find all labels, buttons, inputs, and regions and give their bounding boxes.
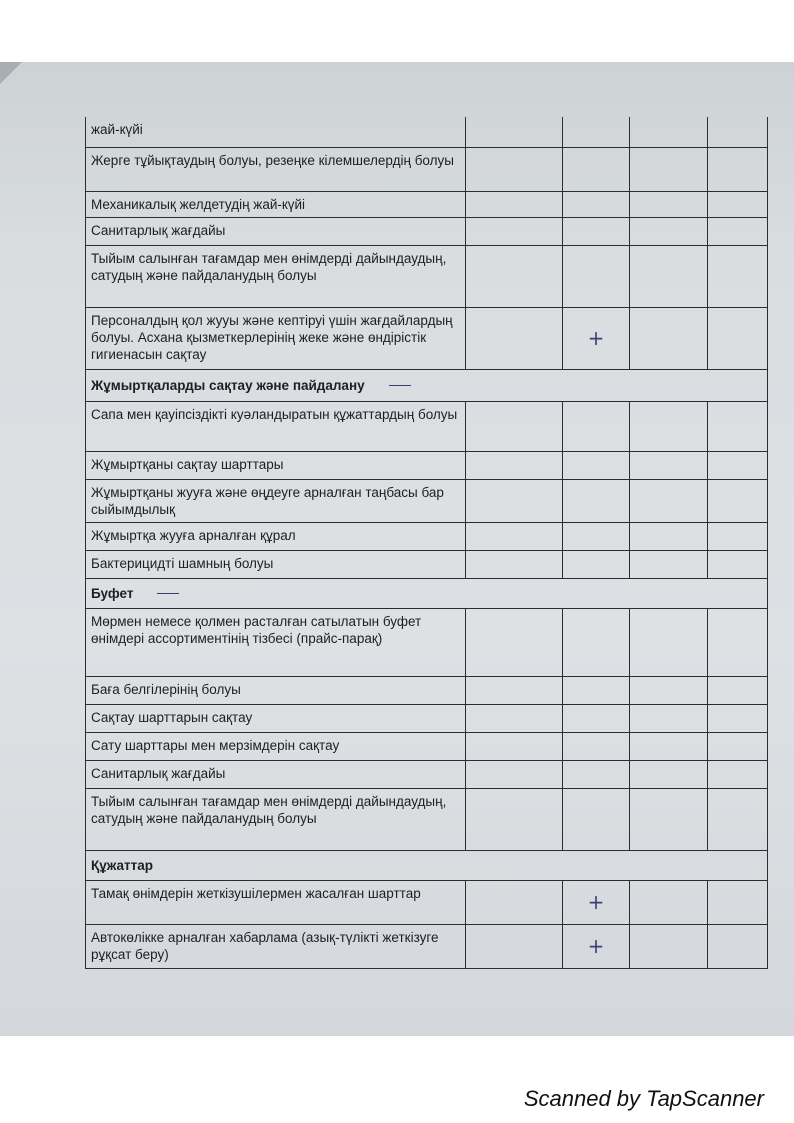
checklist-row — [86, 401, 768, 451]
mark-cell-col-1[interactable] — [466, 924, 563, 968]
label-text: Жерге тұйықтаудың болуы, резеңке кілемшелердің болуы — [91, 152, 454, 168]
section-title — [86, 578, 768, 608]
item-label — [86, 217, 466, 245]
checklist-row — [86, 451, 768, 479]
mark-cell-col-3[interactable] — [630, 522, 708, 550]
mark-cell-col-2[interactable] — [563, 451, 630, 479]
mark-cell-col-4[interactable] — [708, 191, 768, 217]
item-label — [86, 147, 466, 191]
mark-cell-col-1[interactable] — [466, 732, 563, 760]
mark-cell-col-3[interactable] — [630, 307, 708, 369]
mark-cell-col-4[interactable] — [708, 117, 768, 147]
label-text: Тамақ өнімдерін жеткізушілермен жасалған шарттар — [91, 885, 421, 901]
mark-cell-col-3[interactable] — [630, 788, 708, 850]
mark-cell-col-2[interactable] — [563, 788, 630, 850]
label-text: жай-күйі — [91, 122, 143, 137]
mark-cell-col-1[interactable] — [466, 217, 563, 245]
label-text: Санитарлық жағдайы — [91, 765, 226, 781]
section-header-row — [86, 850, 768, 880]
checklist-row — [86, 732, 768, 760]
item-label — [86, 191, 466, 217]
checklist-row — [86, 924, 768, 968]
mark-cell-col-2[interactable] — [563, 522, 630, 550]
label-text: Санитарлық жағдайы — [91, 222, 226, 238]
mark-cell-col-2[interactable] — [563, 147, 630, 191]
item-label — [86, 550, 466, 578]
item-label — [86, 704, 466, 732]
section-header-row — [86, 578, 768, 608]
checklist-row — [86, 245, 768, 307]
mark-cell-col-4[interactable] — [708, 245, 768, 307]
mark-cell-col-2[interactable] — [563, 217, 630, 245]
mark-cell-col-1[interactable] — [466, 676, 563, 704]
checklist-row — [86, 788, 768, 850]
mark-cell-col-4[interactable] — [708, 479, 768, 522]
mark-cell-col-4[interactable] — [708, 676, 768, 704]
mark-cell-col-4[interactable] — [708, 522, 768, 550]
mark-cell-col-4[interactable] — [708, 788, 768, 850]
item-label — [86, 608, 466, 676]
item-label — [86, 880, 466, 924]
mark-cell-col-3[interactable] — [630, 704, 708, 732]
mark-cell-col-2[interactable] — [563, 704, 630, 732]
checklist-row — [86, 307, 768, 369]
label-text: Жұмыртқаларды сақтау және пайдалану — [91, 377, 365, 393]
item-label — [86, 401, 466, 451]
mark-cell-col-2[interactable] — [563, 608, 630, 676]
mark-cell-col-4[interactable] — [708, 704, 768, 732]
section-title — [86, 369, 768, 401]
mark-cell-col-1[interactable] — [466, 479, 563, 522]
mark-cell-col-2[interactable] — [563, 924, 630, 968]
label-text: Жұмыртқаны жууға және өңдеуге арналған таңбасы бар сыйымдылық — [91, 484, 444, 517]
inspection-checklist-table — [85, 117, 768, 969]
label-text: Мөрмен немесе қолмен расталған сатылатын буфет өнімдері ассортиментінің тізбесі (прайс-парақ) — [91, 613, 422, 646]
mark-cell-col-4[interactable] — [708, 307, 768, 369]
mark-cell-col-3[interactable] — [630, 880, 708, 924]
mark-cell-col-3[interactable] — [630, 760, 708, 788]
label-text: Механикалық желдетудің жай-күйі — [91, 196, 306, 212]
mark-cell-col-1[interactable] — [466, 522, 563, 550]
mark-cell-col-4[interactable] — [708, 732, 768, 760]
mark-cell-col-3[interactable] — [630, 451, 708, 479]
checklist-row — [86, 522, 768, 550]
mark-cell-col-1[interactable] — [466, 880, 563, 924]
item-label — [86, 451, 466, 479]
handwritten-plus-mark: + — [587, 933, 605, 958]
mark-cell-col-4[interactable] — [708, 401, 768, 451]
mark-cell-col-3[interactable] — [630, 732, 708, 760]
mark-cell-col-1[interactable] — [466, 704, 563, 732]
mark-cell-col-2[interactable] — [563, 550, 630, 578]
label-text: Сату шарттары мен мерзімдерін сақтау — [91, 737, 340, 753]
mark-cell-col-1[interactable] — [466, 117, 563, 147]
mark-cell-col-4[interactable] — [708, 924, 768, 968]
mark-cell-col-1[interactable] — [466, 307, 563, 369]
mark-cell-col-1[interactable] — [466, 147, 563, 191]
page-corner-fold — [0, 62, 22, 84]
mark-cell-col-1[interactable] — [466, 788, 563, 850]
label-text: Тыйым салынған тағамдар мен өнімдерді дайындаудың, сатудың және пайдаланудың болуы — [91, 250, 447, 283]
label-text: Тыйым салынған тағамдар мен өнімдерді дайындаудың, сатудың және пайдаланудың болуы — [91, 793, 447, 826]
mark-cell-col-4[interactable] — [708, 880, 768, 924]
item-label — [86, 117, 466, 147]
mark-cell-col-2[interactable] — [563, 117, 630, 147]
label-text: Автокөлікке арналған хабарлама (азық-түлікті жеткізуге рұқсат беру) — [91, 929, 439, 962]
mark-cell-col-2[interactable] — [563, 307, 630, 369]
mark-cell-col-3[interactable] — [630, 924, 708, 968]
item-label — [86, 245, 466, 307]
label-text: Бактерицидті шамның болуы — [91, 555, 274, 571]
mark-cell-col-1[interactable] — [466, 760, 563, 788]
mark-cell-col-2[interactable] — [563, 245, 630, 307]
mark-cell-col-1[interactable] — [466, 401, 563, 451]
mark-cell-col-2[interactable] — [563, 732, 630, 760]
checklist-row — [86, 550, 768, 578]
mark-cell-col-3[interactable] — [630, 479, 708, 522]
item-label — [86, 676, 466, 704]
checklist-row — [86, 608, 768, 676]
label-text: Жұмыртқаны сақтау шарттары — [91, 456, 284, 472]
item-label — [86, 732, 466, 760]
item-label — [86, 788, 466, 850]
mark-cell-col-1[interactable] — [466, 191, 563, 217]
scanned-page — [0, 62, 794, 1036]
mark-cell-col-2[interactable] — [563, 401, 630, 451]
item-label — [86, 307, 466, 369]
mark-cell-col-2[interactable] — [563, 880, 630, 924]
mark-cell-col-4[interactable] — [708, 451, 768, 479]
mark-cell-col-4[interactable] — [708, 760, 768, 788]
mark-cell-col-3[interactable] — [630, 608, 708, 676]
mark-cell-col-2[interactable] — [563, 760, 630, 788]
section-title — [86, 850, 768, 880]
label-text: Жұмыртқа жууға арналған құрал — [91, 527, 296, 543]
checklist-row — [86, 479, 768, 522]
mark-cell-col-2[interactable] — [563, 191, 630, 217]
mark-cell-col-4[interactable] — [708, 550, 768, 578]
section-header-row — [86, 369, 768, 401]
label-text: Құжаттар — [91, 857, 153, 873]
mark-cell-col-3[interactable] — [630, 147, 708, 191]
checklist-row — [86, 217, 768, 245]
checklist-row — [86, 704, 768, 732]
checklist-row — [86, 880, 768, 924]
item-label — [86, 522, 466, 550]
mark-cell-col-3[interactable] — [630, 117, 708, 147]
mark-cell-col-1[interactable] — [466, 608, 563, 676]
scanner-watermark: Scanned by TapScanner — [523, 1086, 764, 1111]
mark-cell-col-2[interactable] — [563, 479, 630, 522]
label-text: Сапа мен қауіпсіздікті куәландыратын құжаттардың болуы — [91, 406, 458, 422]
item-label — [86, 924, 466, 968]
mark-cell-col-4[interactable] — [708, 217, 768, 245]
mark-cell-col-3[interactable] — [630, 676, 708, 704]
checklist-row — [86, 191, 768, 217]
mark-cell-col-2[interactable] — [563, 676, 630, 704]
checklist-row — [86, 760, 768, 788]
mark-cell-col-3[interactable] — [630, 217, 708, 245]
mark-cell-col-3[interactable] — [630, 401, 708, 451]
mark-cell-col-3[interactable] — [630, 550, 708, 578]
mark-cell-col-3[interactable] — [630, 245, 708, 307]
handwritten-dash-mark — [157, 593, 179, 594]
checklist-row — [86, 676, 768, 704]
item-label — [86, 479, 466, 522]
mark-cell-col-4[interactable] — [708, 147, 768, 191]
label-text: Сақтау шарттарын сақтау — [91, 709, 253, 725]
item-label — [86, 760, 466, 788]
handwritten-plus-mark: + — [587, 889, 605, 914]
mark-cell-col-1[interactable] — [466, 451, 563, 479]
mark-cell-col-1[interactable] — [466, 245, 563, 307]
label-text: Баға белгілерінің болуы — [91, 681, 241, 697]
mark-cell-col-1[interactable] — [466, 550, 563, 578]
handwritten-plus-mark: + — [587, 325, 605, 350]
label-text: Персоналдың қол жууы және кептіруі үшін жағдайлардың болуы. Асхана қызметкерлерінің жеке және өндірістік гигиенасын сақтау — [91, 312, 453, 362]
checklist-row — [86, 147, 768, 191]
checklist-row — [86, 117, 768, 147]
mark-cell-col-3[interactable] — [630, 191, 708, 217]
mark-cell-col-4[interactable] — [708, 608, 768, 676]
handwritten-dash-mark — [389, 385, 411, 386]
label-text: Буфет — [91, 585, 134, 601]
